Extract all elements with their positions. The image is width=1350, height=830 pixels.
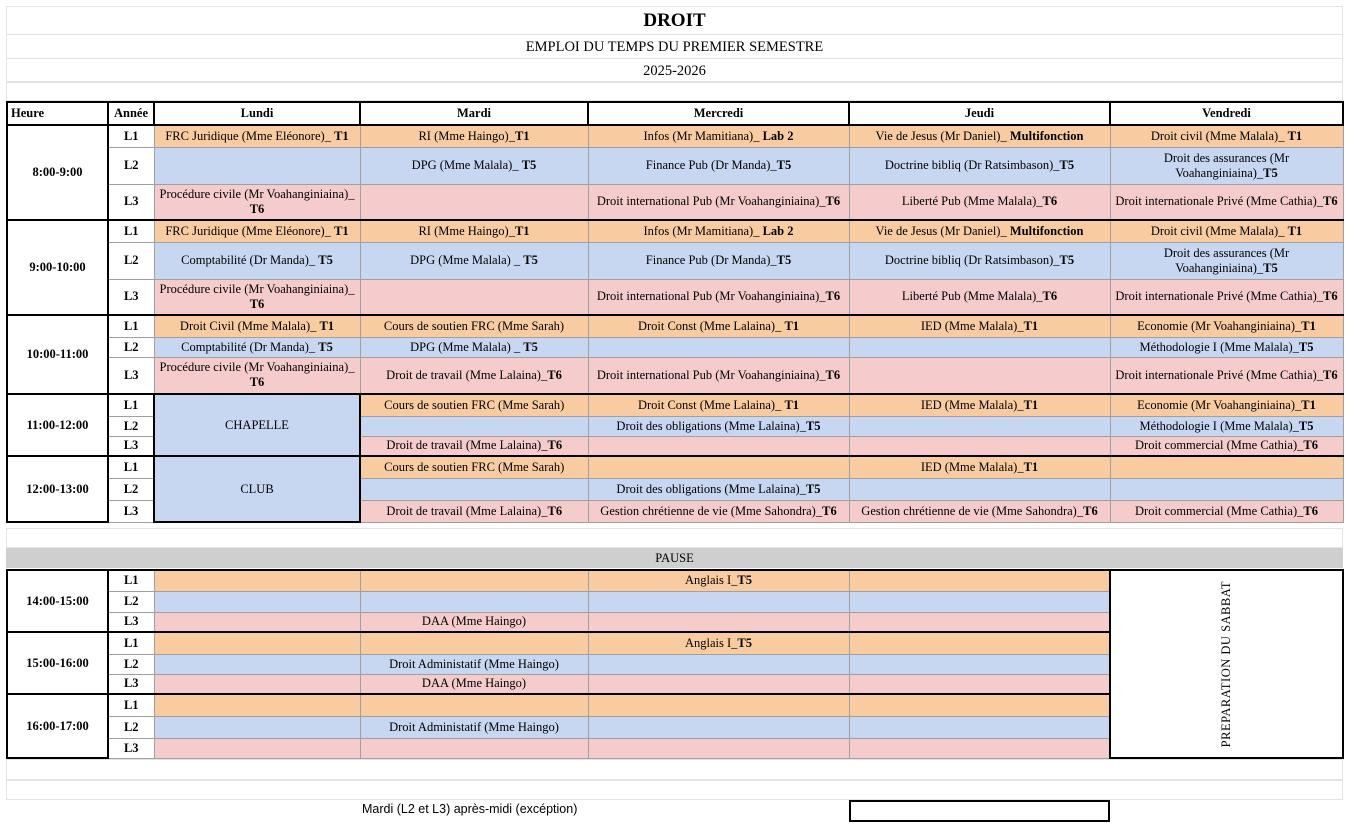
col-annee: Année [108, 102, 154, 125]
monday-block: CLUB [154, 456, 360, 522]
empty-cell [849, 478, 1110, 500]
empty-cell [849, 654, 1110, 674]
empty-cell [360, 416, 588, 436]
course-name: Droit Const (Mme Lalaina)_ [637, 318, 785, 333]
room-label: T5 [521, 158, 537, 172]
level-label: L2 [108, 416, 154, 436]
time-slot: 15:00-16:00 [7, 632, 108, 694]
empty-cell [154, 147, 360, 184]
course-cell [588, 125, 849, 147]
course-cell [1110, 416, 1343, 436]
spacer-row [6, 759, 1343, 780]
level-label: L3 [108, 436, 154, 456]
course-name: Comptabilité (Dr Manda)_ [181, 339, 319, 354]
course-name: Doctrine bibliq (Dr Ratsimbason)_ [884, 253, 1060, 267]
room-label: T5 [523, 253, 538, 267]
level-label: L1 [108, 125, 154, 147]
course-name: Infos (Mr Mamitiana)_ [643, 223, 763, 238]
course-name: DAA (Mme Haingo) [421, 676, 527, 691]
empty-cell [360, 478, 588, 500]
spacer-row [6, 780, 1343, 800]
course-name: Finance Pub (Dr Manda)_ [645, 158, 777, 172]
level-label: L1 [108, 394, 154, 416]
level-label: L3 [108, 500, 154, 522]
empty-cell [849, 591, 1110, 612]
course-cell [1110, 279, 1343, 315]
course-cell [360, 436, 588, 456]
room-label: T5 [1059, 253, 1075, 267]
room-label: T5 [1263, 165, 1278, 180]
course-name: IED (Mme Malala)_ [920, 397, 1024, 412]
time-slot: 9:00-10:00 [7, 220, 108, 315]
empty-cell [849, 570, 1110, 591]
room-label: T5 [776, 253, 792, 267]
course-name: Droit des assurances (Mr Voahanginiaina)_ [1163, 245, 1290, 275]
course-name: Cours de soutien FRC (Mme Sarah) [384, 397, 565, 412]
course-cell [1110, 125, 1343, 147]
course-cell [849, 184, 1110, 220]
room-label: T6 [825, 194, 841, 209]
empty-cell [154, 654, 360, 674]
room-label: T5 [1059, 158, 1075, 172]
course-cell [588, 500, 849, 522]
empty-cell [154, 570, 360, 591]
room-label: T1 [1023, 318, 1039, 333]
room-label: T1 [334, 128, 349, 143]
monday-block: CHAPELLE [154, 394, 360, 456]
time-slot: 11:00-12:00 [7, 394, 108, 456]
level-label: L2 [108, 716, 154, 738]
course-cell [154, 242, 360, 279]
morning-timetable [6, 101, 1344, 523]
room-label: T1 [514, 223, 530, 238]
room-label: T1 [1301, 318, 1316, 333]
room-label: T1 [1301, 397, 1316, 412]
level-label: L3 [108, 738, 154, 758]
room-label: T5 [737, 635, 753, 650]
room-label: Lab 2 [762, 128, 794, 143]
time-slot: 10:00-11:00 [7, 315, 108, 394]
empty-cell [154, 674, 360, 694]
time-slot: 8:00-9:00 [7, 125, 108, 220]
empty-cell [849, 674, 1110, 694]
empty-cell [849, 436, 1110, 456]
empty-cell [154, 612, 360, 632]
course-cell [360, 357, 588, 394]
room-label: T5 [805, 418, 821, 433]
room-label: T6 [547, 503, 563, 518]
friday-afternoon-block [1110, 570, 1343, 758]
empty-cell [360, 279, 588, 315]
course-name: Liberté Pub (Mme Malala)_ [901, 194, 1043, 209]
course-name: Droit internationale Privé (Mme Cathia)_ [1115, 367, 1323, 382]
room-label: T6 [249, 201, 265, 216]
level-label: L2 [108, 591, 154, 612]
room-label: T5 [523, 339, 538, 354]
room-label: Lab 2 [762, 223, 794, 238]
level-label: L1 [108, 456, 154, 478]
empty-cell [1110, 478, 1343, 500]
course-name: Droit international Pub (Mr Voahanginiaina)_ [596, 194, 826, 209]
course-name: Vie de Jesus (Mr Daniel)_ [875, 223, 1010, 238]
course-cell [154, 315, 360, 337]
course-cell [1110, 500, 1343, 522]
course-name: Droit international Pub (Mr Voahanginiaina)_ [596, 367, 826, 382]
course-cell [1110, 337, 1343, 357]
course-name: Anglais I_ [684, 573, 738, 588]
course-cell [360, 500, 588, 522]
course-cell [154, 125, 360, 147]
course-name: Droit civil (Mme Malala)_ [1150, 223, 1288, 238]
empty-cell [360, 738, 588, 758]
friday-afternoon-label: PREPARATION DU SABBAT [1219, 580, 1233, 748]
course-cell [360, 125, 588, 147]
room-label: T5 [1298, 418, 1314, 433]
col-jeudi: Jeudi [849, 102, 1110, 125]
course-name: IED (Mme Malala)_ [920, 318, 1024, 333]
empty-cell [588, 591, 849, 612]
room-label: T5 [805, 481, 821, 496]
course-cell [849, 500, 1110, 522]
spacer-row [6, 82, 1343, 101]
course-name: Procédure civile (Mr Voahanginiaina)_ [159, 186, 355, 201]
empty-cell [588, 436, 849, 456]
course-cell [154, 337, 360, 357]
room-label: T5 [737, 573, 753, 588]
course-cell [849, 220, 1110, 242]
course-cell [588, 315, 849, 337]
course-name: Gestion chrétienne de vie (Mme Sahondra)_ [600, 503, 823, 518]
course-name: Droit internationale Privé (Mme Cathia)_ [1115, 194, 1323, 209]
room-label: T1 [1023, 459, 1039, 474]
level-label: L2 [108, 478, 154, 500]
course-cell [588, 184, 849, 220]
footnote: Mardi (L2 et L3) après-midi (excéption) [362, 802, 578, 816]
course-cell [360, 147, 588, 184]
empty-cell [849, 632, 1110, 654]
course-name: Infos (Mr Mamitiana)_ [643, 128, 763, 143]
level-label: L2 [108, 242, 154, 279]
empty-cell [849, 694, 1110, 716]
course-name: Droit des obligations (Mme Lalaina)_ [616, 418, 806, 433]
course-name: Droit Administatif (Mme Haingo) [389, 719, 559, 734]
room-label: T1 [334, 223, 349, 238]
room-label: T6 [1042, 194, 1058, 209]
course-name: Procédure civile (Mr Voahanginiaina)_ [159, 360, 355, 375]
course-name: Droit des assurances (Mr Voahanginiaina)_ [1163, 150, 1290, 180]
level-label: L3 [108, 357, 154, 394]
course-cell [1110, 357, 1343, 394]
level-label: L3 [108, 674, 154, 694]
room-label: T6 [249, 296, 265, 311]
empty-cell [849, 416, 1110, 436]
room-label: T1 [1023, 397, 1039, 412]
course-name: DPG (Mme Malala) _ [410, 253, 524, 267]
course-name: Droit des obligations (Mme Lalaina)_ [616, 481, 806, 496]
room-label: Multifonction [1009, 128, 1084, 143]
room-label: T6 [825, 367, 841, 382]
col-mardi: Mardi [360, 102, 588, 125]
course-cell [1110, 147, 1343, 184]
level-label: L2 [108, 147, 154, 184]
course-name: Anglais I_ [684, 635, 738, 650]
course-cell [1110, 242, 1343, 279]
course-cell [1110, 315, 1343, 337]
empty-cell [588, 694, 849, 716]
room-label: T6 [822, 503, 837, 518]
course-cell [154, 357, 360, 394]
course-cell [1110, 436, 1343, 456]
course-cell [588, 478, 849, 500]
room-label: T1 [784, 397, 800, 412]
course-name: FRC Juridique (Mme Eléonore)_ [165, 223, 335, 238]
course-name: Droit Civil (Mme Malala)_ [179, 318, 320, 333]
room-label: T6 [1323, 367, 1338, 382]
course-cell [1110, 394, 1343, 416]
empty-cell [154, 694, 360, 716]
course-cell [154, 220, 360, 242]
empty-cell [154, 738, 360, 758]
empty-cell [1110, 456, 1343, 478]
course-name: Cours de soutien FRC (Mme Sarah) [384, 459, 565, 474]
room-label: Multifonction [1009, 223, 1084, 238]
room-label: T1 [1287, 128, 1303, 143]
course-cell [588, 632, 849, 654]
page-title: DROIT [6, 6, 1343, 34]
course-cell [849, 279, 1110, 315]
course-name: Droit commercial (Mme Cathia)_ [1135, 503, 1304, 518]
empty-cell [154, 632, 360, 654]
course-cell [588, 220, 849, 242]
course-name: Economie (Mr Voahanginiaina)_ [1137, 318, 1302, 333]
level-label: L1 [108, 315, 154, 337]
level-label: L3 [108, 279, 154, 315]
col-vendredi: Vendredi [1110, 102, 1343, 125]
empty-cell [154, 716, 360, 738]
course-name: Droit de travail (Mme Lalaina)_ [386, 503, 548, 518]
course-name: Droit Administatif (Mme Haingo) [389, 656, 559, 671]
spacer-row [6, 528, 1343, 548]
room-label: T6 [1303, 438, 1318, 453]
course-cell [360, 716, 588, 738]
room-label: T6 [547, 438, 563, 453]
empty-cell [588, 654, 849, 674]
empty-cell [849, 738, 1110, 758]
empty-cell [588, 456, 849, 478]
course-cell [588, 147, 849, 184]
room-label: T5 [776, 158, 792, 172]
course-cell [360, 674, 588, 694]
level-label: L3 [108, 184, 154, 220]
course-name: Doctrine bibliq (Dr Ratsimbason)_ [884, 158, 1060, 172]
course-cell [360, 315, 588, 337]
course-cell [154, 184, 360, 220]
course-name: Droit Const (Mme Lalaina)_ [637, 397, 785, 412]
course-cell [588, 279, 849, 315]
course-cell [1110, 184, 1343, 220]
course-cell [360, 220, 588, 242]
empty-cell [849, 337, 1110, 357]
course-name: Cours de soutien FRC (Mme Sarah) [383, 318, 565, 333]
empty-cell [588, 674, 849, 694]
empty-cell [360, 591, 588, 612]
course-cell [360, 456, 588, 478]
course-name: Liberté Pub (Mme Malala)_ [901, 289, 1043, 304]
course-name: IED (Mme Malala)_ [920, 459, 1024, 474]
room-label: T5 [1263, 260, 1278, 275]
empty-cell [360, 184, 588, 220]
time-slot: 16:00-17:00 [7, 694, 108, 758]
room-label: T1 [1287, 223, 1303, 238]
empty-cell [849, 612, 1110, 632]
pause-banner: PAUSE [6, 548, 1343, 568]
footnote-box [849, 800, 1110, 822]
course-name: Comptabilité (Dr Manda)_ [181, 253, 319, 267]
level-label: L3 [108, 612, 154, 632]
course-cell [360, 242, 588, 279]
empty-cell [154, 591, 360, 612]
course-cell [1110, 220, 1343, 242]
room-label: T1 [514, 128, 530, 143]
course-cell [849, 147, 1110, 184]
col-mercredi: Mercredi [588, 102, 849, 125]
time-slot: 14:00-15:00 [7, 570, 108, 632]
afternoon-timetable [6, 569, 1344, 759]
course-name: Droit de travail (Mme Lalaina)_ [386, 367, 548, 382]
room-label: T6 [1303, 503, 1318, 518]
course-cell [588, 416, 849, 436]
room-label: T5 [318, 339, 333, 354]
room-label: T1 [784, 318, 800, 333]
course-name: Droit commercial (Mme Cathia)_ [1135, 438, 1304, 453]
col-lundi: Lundi [154, 102, 360, 125]
room-label: T6 [825, 289, 841, 304]
level-label: L1 [108, 632, 154, 654]
empty-cell [360, 632, 588, 654]
room-label: T5 [318, 253, 333, 267]
empty-cell [360, 694, 588, 716]
room-label: T6 [1042, 289, 1058, 304]
empty-cell [588, 716, 849, 738]
course-cell [849, 394, 1110, 416]
course-name: FRC Juridique (Mme Eléonore)_ [165, 128, 335, 143]
course-cell [154, 279, 360, 315]
course-name: RI (Mme Haingo)_ [418, 223, 515, 238]
course-name: Finance Pub (Dr Manda)_ [645, 253, 777, 267]
course-name: Droit de travail (Mme Lalaina)_ [386, 438, 548, 453]
course-name: DPG (Mme Malala)_ [411, 158, 522, 172]
col-heure: Heure [7, 102, 108, 125]
course-name: DPG (Mme Malala) _ [410, 339, 524, 354]
page-subtitle: EMPLOI DU TEMPS DU PREMIER SEMESTRE [6, 34, 1343, 58]
course-cell [588, 357, 849, 394]
course-cell [849, 315, 1110, 337]
room-label: T6 [249, 375, 265, 390]
course-name: Economie (Mr Voahanginiaina)_ [1137, 397, 1302, 412]
level-label: L1 [108, 220, 154, 242]
level-label: L2 [108, 337, 154, 357]
room-label: T6 [1083, 503, 1098, 518]
course-cell [849, 242, 1110, 279]
course-name: Vie de Jesus (Mr Daniel)_ [875, 128, 1010, 143]
course-cell [849, 125, 1110, 147]
course-cell [588, 394, 849, 416]
level-label: L1 [108, 694, 154, 716]
academic-year: 2025-2026 [6, 58, 1343, 82]
course-cell [360, 654, 588, 674]
course-name: Droit civil (Mme Malala)_ [1150, 128, 1288, 143]
course-cell [360, 337, 588, 357]
level-label: L2 [108, 654, 154, 674]
course-cell [588, 570, 849, 591]
course-name: Gestion chrétienne de vie (Mme Sahondra)_ [861, 503, 1084, 518]
course-name: Procédure civile (Mr Voahanginiaina)_ [159, 281, 355, 296]
course-cell [588, 242, 849, 279]
course-cell [849, 456, 1110, 478]
empty-cell [588, 738, 849, 758]
course-name: Méthodologie I (Mme Malala)_ [1139, 418, 1299, 433]
course-name: Méthodologie I (Mme Malala)_ [1139, 339, 1299, 354]
empty-cell [849, 716, 1110, 738]
room-label: T6 [1323, 194, 1338, 209]
course-name: DAA (Mme Haingo) [421, 614, 527, 629]
empty-cell [360, 570, 588, 591]
course-cell [360, 612, 588, 632]
course-name: Droit internationale Privé (Mme Cathia)_ [1115, 289, 1323, 304]
empty-cell [588, 612, 849, 632]
time-slot: 12:00-13:00 [7, 456, 108, 522]
room-label: T6 [1323, 289, 1338, 304]
course-name: Droit international Pub (Mr Voahanginiaina)_ [596, 289, 826, 304]
room-label: T1 [319, 318, 335, 333]
room-label: T5 [1298, 339, 1314, 354]
course-name: RI (Mme Haingo)_ [418, 128, 515, 143]
level-label: L1 [108, 570, 154, 591]
course-cell [360, 394, 588, 416]
empty-cell [849, 357, 1110, 394]
empty-cell [588, 337, 849, 357]
room-label: T6 [547, 367, 562, 382]
